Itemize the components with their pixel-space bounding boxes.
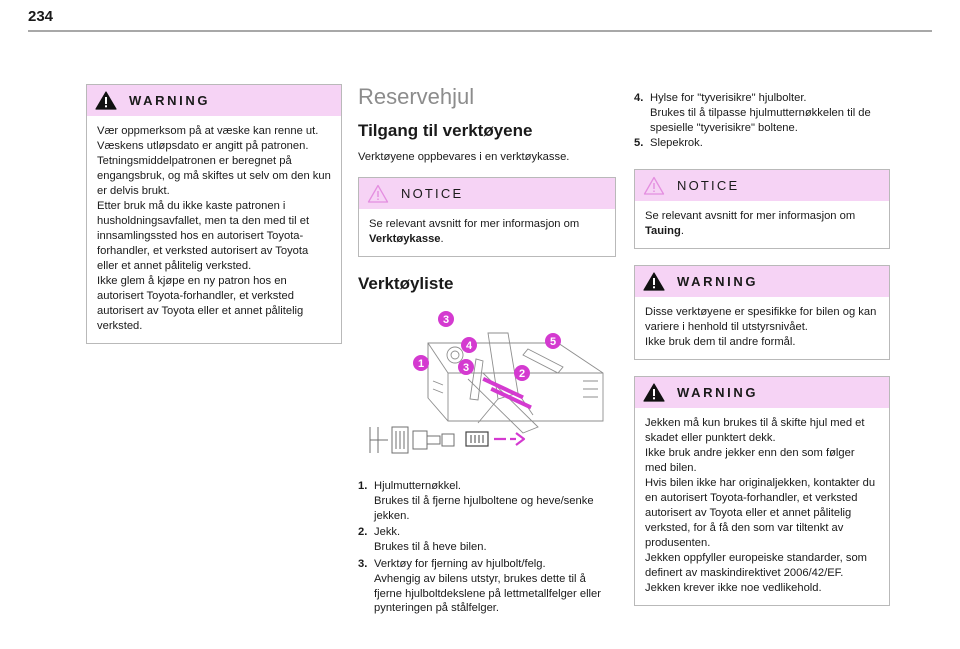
warning-title: WARNING (677, 274, 759, 290)
notice-body-end: . (680, 225, 684, 238)
notice-title: NOTICE (401, 186, 464, 201)
tool-callouts (413, 311, 561, 381)
notice-body (635, 201, 889, 248)
notice-body-link: Verktøykasse (369, 233, 441, 245)
callout-5 (545, 333, 561, 349)
notice-triangle-icon (367, 184, 389, 203)
list-item-number: 4. (634, 92, 644, 104)
warning-triangle-icon (95, 91, 117, 110)
svg-text:2: 2 (518, 368, 526, 380)
notice-body-end: . (440, 233, 444, 245)
column-right (634, 91, 890, 622)
notice-box-header (359, 178, 615, 209)
list-item (358, 479, 616, 523)
intro-text: Verktøyene oppbevares i en verktøykasse. (358, 151, 570, 163)
list-item (358, 557, 616, 616)
list-item-number: 1. (358, 480, 368, 492)
list-item-number: 3. (358, 557, 368, 570)
column-middle (358, 84, 616, 616)
warning-box-tools-specific (634, 265, 890, 360)
page-number: 234 (28, 8, 54, 25)
tools-title: Verktøyliste (358, 274, 454, 293)
warning-box-header (87, 85, 341, 116)
warning-title: WARNING (677, 385, 759, 401)
notice-box-towing (634, 169, 890, 249)
notice-box-header (635, 170, 889, 201)
callout-1 (413, 355, 429, 371)
warning-box-jack (634, 376, 890, 606)
tool-list (358, 479, 616, 616)
notice-body-link: Tauing (645, 225, 681, 238)
header-rule (28, 30, 932, 32)
list-item-text: Slepekrok. (650, 137, 703, 150)
notice-body-text: Se relevant avsnitt for mer informasjon om (645, 210, 856, 223)
warning-box-fluid (86, 84, 342, 344)
warning-box-header (635, 266, 889, 297)
callout-3a (438, 311, 454, 327)
notice-title: NOTICE (677, 178, 740, 194)
svg-text:5: 5 (549, 336, 557, 348)
svg-text:1: 1 (417, 358, 425, 370)
warning-triangle-icon (643, 383, 665, 402)
toolkit-drawing (358, 303, 616, 463)
list-item-number: 5. (634, 137, 644, 150)
warning-triangle-icon (643, 272, 665, 291)
section-title: Reservehjul (358, 84, 475, 109)
list-item-text: Jekk. Brukes til å heve bilen. (374, 526, 487, 554)
notice-body-text: Se relevant avsnitt for mer informasjon om (369, 218, 580, 230)
list-item (634, 91, 890, 135)
list-item-text: Hylse for "tyverisikre" hjulbolter. Brukes til å tilpasse hjulmutternøkkelen til de spesielle "tyverisikre" boltene. (650, 92, 871, 134)
list-item (358, 525, 616, 555)
warning-body: Vær oppmerksom på at væske kan renne ut. Væskens utløpsdato er angitt på patronen. Tetningsmiddelpatronen er beregnet på engangsbruk, og må skiftes ut selv om den kun er delvis brukt. Etter bruk må du ikke kaste patronen i husholdningsavfallet, men ta den med til et innsamlingssted hos en autorisert Toyota-forhandler, et verksted autorisert av Toyota eller et annet pålitelig verksted. Ikke glem å kjøpe en ny patron hos en autorisert Toyota-forhandler, et verksted autorisert av Toyota eller et annet pålitelig verksted. (97, 125, 331, 332)
notice-box-toolbox (358, 177, 616, 257)
callout-4 (461, 337, 477, 353)
notice-triangle-icon (643, 176, 665, 195)
list-item-text: Verktøy for fjerning av hjulbolt/felg. Avhengig av bilens utstyr, brukes dette til å fjerne hjulboltdekslene på lettmetallfelger eller pynteringen på stålfelger. (374, 557, 601, 615)
toolkit-illustration (358, 303, 616, 463)
warning-body: Disse verktøyene er spesifikke for bilen og kan variere i henhold til utstyrsnivået. Ikke bruk dem til andre formål. (645, 306, 877, 349)
column-left (86, 84, 342, 360)
svg-text:3: 3 (442, 314, 450, 326)
tool-list-continued (634, 91, 890, 151)
notice-body (359, 209, 615, 256)
list-item-number: 2. (358, 526, 368, 539)
subsection-title: Tilgang til verktøyene (358, 121, 533, 140)
svg-text:4: 4 (465, 340, 473, 352)
list-item (634, 136, 890, 151)
warning-box-header (635, 377, 889, 408)
callout-3b (458, 359, 474, 375)
warning-title: WARNING (129, 93, 211, 108)
warning-body: Jekken må kun brukes til å skifte hjul med et skadet eller punktert dekk. Ikke bruk andre jekker enn den som følger med bilen. Hvis bilen ikke har originaljekken, kontakter du en autorisert Toyota-forhandler, et verksted autorisert av Toyota eller et annet pålitelig verksted, for å få den som var tiltenkt av produsenten. Jekken oppfyller europeiske standarder, som definert av maskindirektivet 2006/42/EF. Jekken krever ikke noe vedlikehold. (645, 417, 876, 595)
svg-text:3: 3 (462, 362, 470, 374)
callout-2 (514, 365, 530, 381)
list-item-text: Hjulmutternøkkel. Brukes til å fjerne hjulboltene og heve/senke jekken. (374, 480, 594, 522)
